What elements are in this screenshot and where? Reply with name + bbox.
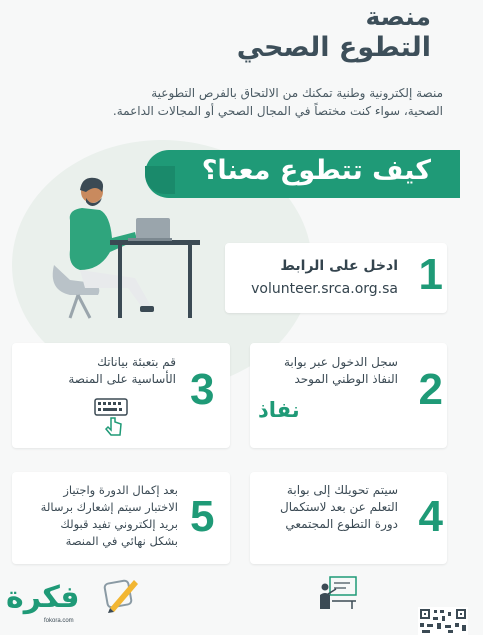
fokora-domain: fokora.com <box>44 618 74 624</box>
step-2-text <box>248 354 398 388</box>
step-2-number: 2 <box>418 365 443 414</box>
step-5-number: 5 <box>190 492 215 541</box>
banner-title: كيف تتطوع معنا؟ <box>201 155 431 186</box>
fokora-logo-text: فكرة <box>6 580 80 615</box>
step-3-number: 3 <box>190 365 215 414</box>
step-1-number: 1 <box>418 250 443 299</box>
step-5-line2: الاختبار سيتم إشعارك برسالة <box>40 500 178 514</box>
step-5-text <box>16 482 178 550</box>
volunteer-link[interactable]: volunteer.srca.org.sa <box>251 281 398 297</box>
step-4-line3: دورة التطوع المجتمعي <box>285 517 398 531</box>
step-5-line3: بريد إلكتروني تفيد قبولك <box>60 517 178 531</box>
intro-text <box>23 84 443 120</box>
qr-code-icon <box>418 607 468 635</box>
step-3-line1: قم بتعبئة بياناتك <box>97 355 176 369</box>
intro-line2: الصحية، سواء كنت مختصاً في المجال الصحي أو المجالات الداعمة. <box>112 104 443 118</box>
step-3-line2: الأساسية على المنصة <box>68 372 176 386</box>
step-4-line2: التعلم عن بعد لاستكمال <box>280 500 398 514</box>
step-4-number: 4 <box>418 492 443 541</box>
step-2-line2: النفاذ الوطني الموحد <box>294 372 398 386</box>
intro-line1: منصة إلكترونية وطنية تمكنك من الالتحاق بالفرص التطوعية <box>151 86 443 100</box>
pencil-logo-icon <box>100 574 142 614</box>
classroom-icon <box>318 575 358 611</box>
page-title-line1: منصة <box>365 2 431 31</box>
step-4-line1: سيتم تحويلك إلى بوابة <box>286 483 398 497</box>
step-5-line1: بعد إكمال الدورة واجتياز <box>63 483 178 497</box>
page-title-line2: التطوع الصحي <box>236 32 431 63</box>
keyboard-hand-icon <box>94 398 128 436</box>
step-4-text <box>248 482 398 533</box>
nafath-logo: نفاذ <box>258 398 300 422</box>
step-3-text <box>18 354 176 388</box>
step-5-line4: بشكل نهائي في المنصة <box>65 534 178 548</box>
step-1-title: ادخل على الرابط <box>280 258 398 274</box>
step-2-line1: سجل الدخول عبر بوابة <box>283 355 398 369</box>
step-1-card <box>225 243 447 313</box>
